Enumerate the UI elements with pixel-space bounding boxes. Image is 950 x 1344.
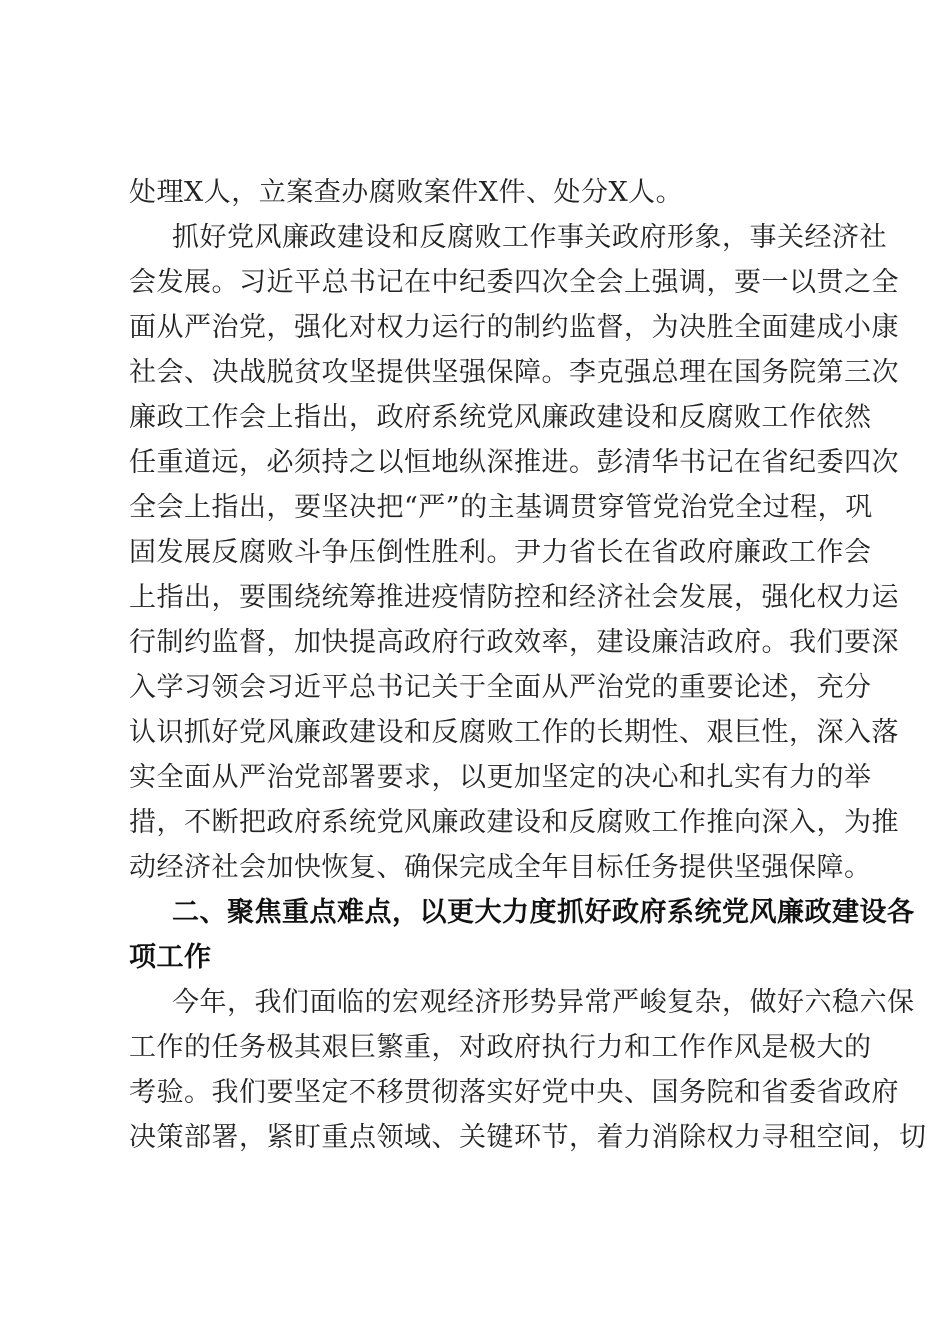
paragraph-line: 行制约监督，加快提高政府行政效率，建设廉洁政府。我们要深 — [129, 627, 899, 658]
paragraph-line: 会发展。习近平总书记在中纪委四次全会上强调，要一以贯之全 — [129, 267, 899, 298]
paragraph-line: 面从严治党，强化对权力运行的制约监督，为决胜全面建成小康 — [129, 312, 899, 343]
paragraph-line: 措，不断把政府系统党风廉政建设和反腐败工作推向深入，为推 — [129, 807, 899, 838]
section-heading: 二、聚焦重点难点，以更大力度抓好政府系统党风廉政建设各 — [172, 897, 915, 928]
paragraph-line: 抓好党风廉政建设和反腐败工作事关政府形象，事关经济社 — [172, 222, 887, 253]
section-heading-continued: 项工作 — [129, 942, 212, 973]
paragraph-line: 全会上指出，要坚决把“严”的主基调贯穿管党治党全过程，巩 — [129, 492, 873, 523]
paragraph-line: 廉政工作会上指出，政府系统党风廉政建设和反腐败工作依然 — [129, 402, 872, 433]
paragraph-line: 工作的任务极其艰巨繁重，对政府执行力和工作作风是极大的 — [129, 1032, 872, 1063]
paragraph-line: 认识抓好党风廉政建设和反腐败工作的长期性、艰巨性，深入落 — [129, 717, 899, 748]
paragraph-line: 动经济社会加快恢复、确保完成全年目标任务提供坚强保障。 — [129, 852, 872, 883]
paragraph-line: 实全面从严治党部署要求，以更加坚定的决心和扎实有力的举 — [129, 762, 872, 793]
paragraph-line: 处理X人，立案查办腐败案件X件、处分X人。 — [129, 177, 684, 208]
paragraph-line: 社会、决战脱贫攻坚提供坚强保障。李克强总理在国务院第三次 — [129, 357, 899, 388]
paragraph-line: 上指出，要围绕统筹推进疫情防控和经济社会发展，强化权力运 — [129, 582, 899, 613]
paragraph-line: 今年，我们面临的宏观经济形势异常严峻复杂，做好六稳六保 — [172, 987, 915, 1018]
paragraph-line: 任重道远，必须持之以恒地纵深推进。彭清华书记在省纪委四次 — [129, 447, 899, 478]
paragraph-line: 决策部署，紧盯重点领域、关键环节，着力消除权力寻租空间，切 — [129, 1122, 927, 1153]
paragraph-line: 入学习领会习近平总书记关于全面从严治党的重要论述，充分 — [129, 672, 872, 703]
paragraph-line: 考验。我们要坚定不移贯彻落实好党中央、国务院和省委省政府 — [129, 1077, 899, 1108]
paragraph-line: 固发展反腐败斗争压倒性胜利。尹力省长在省政府廉政工作会 — [129, 537, 872, 568]
